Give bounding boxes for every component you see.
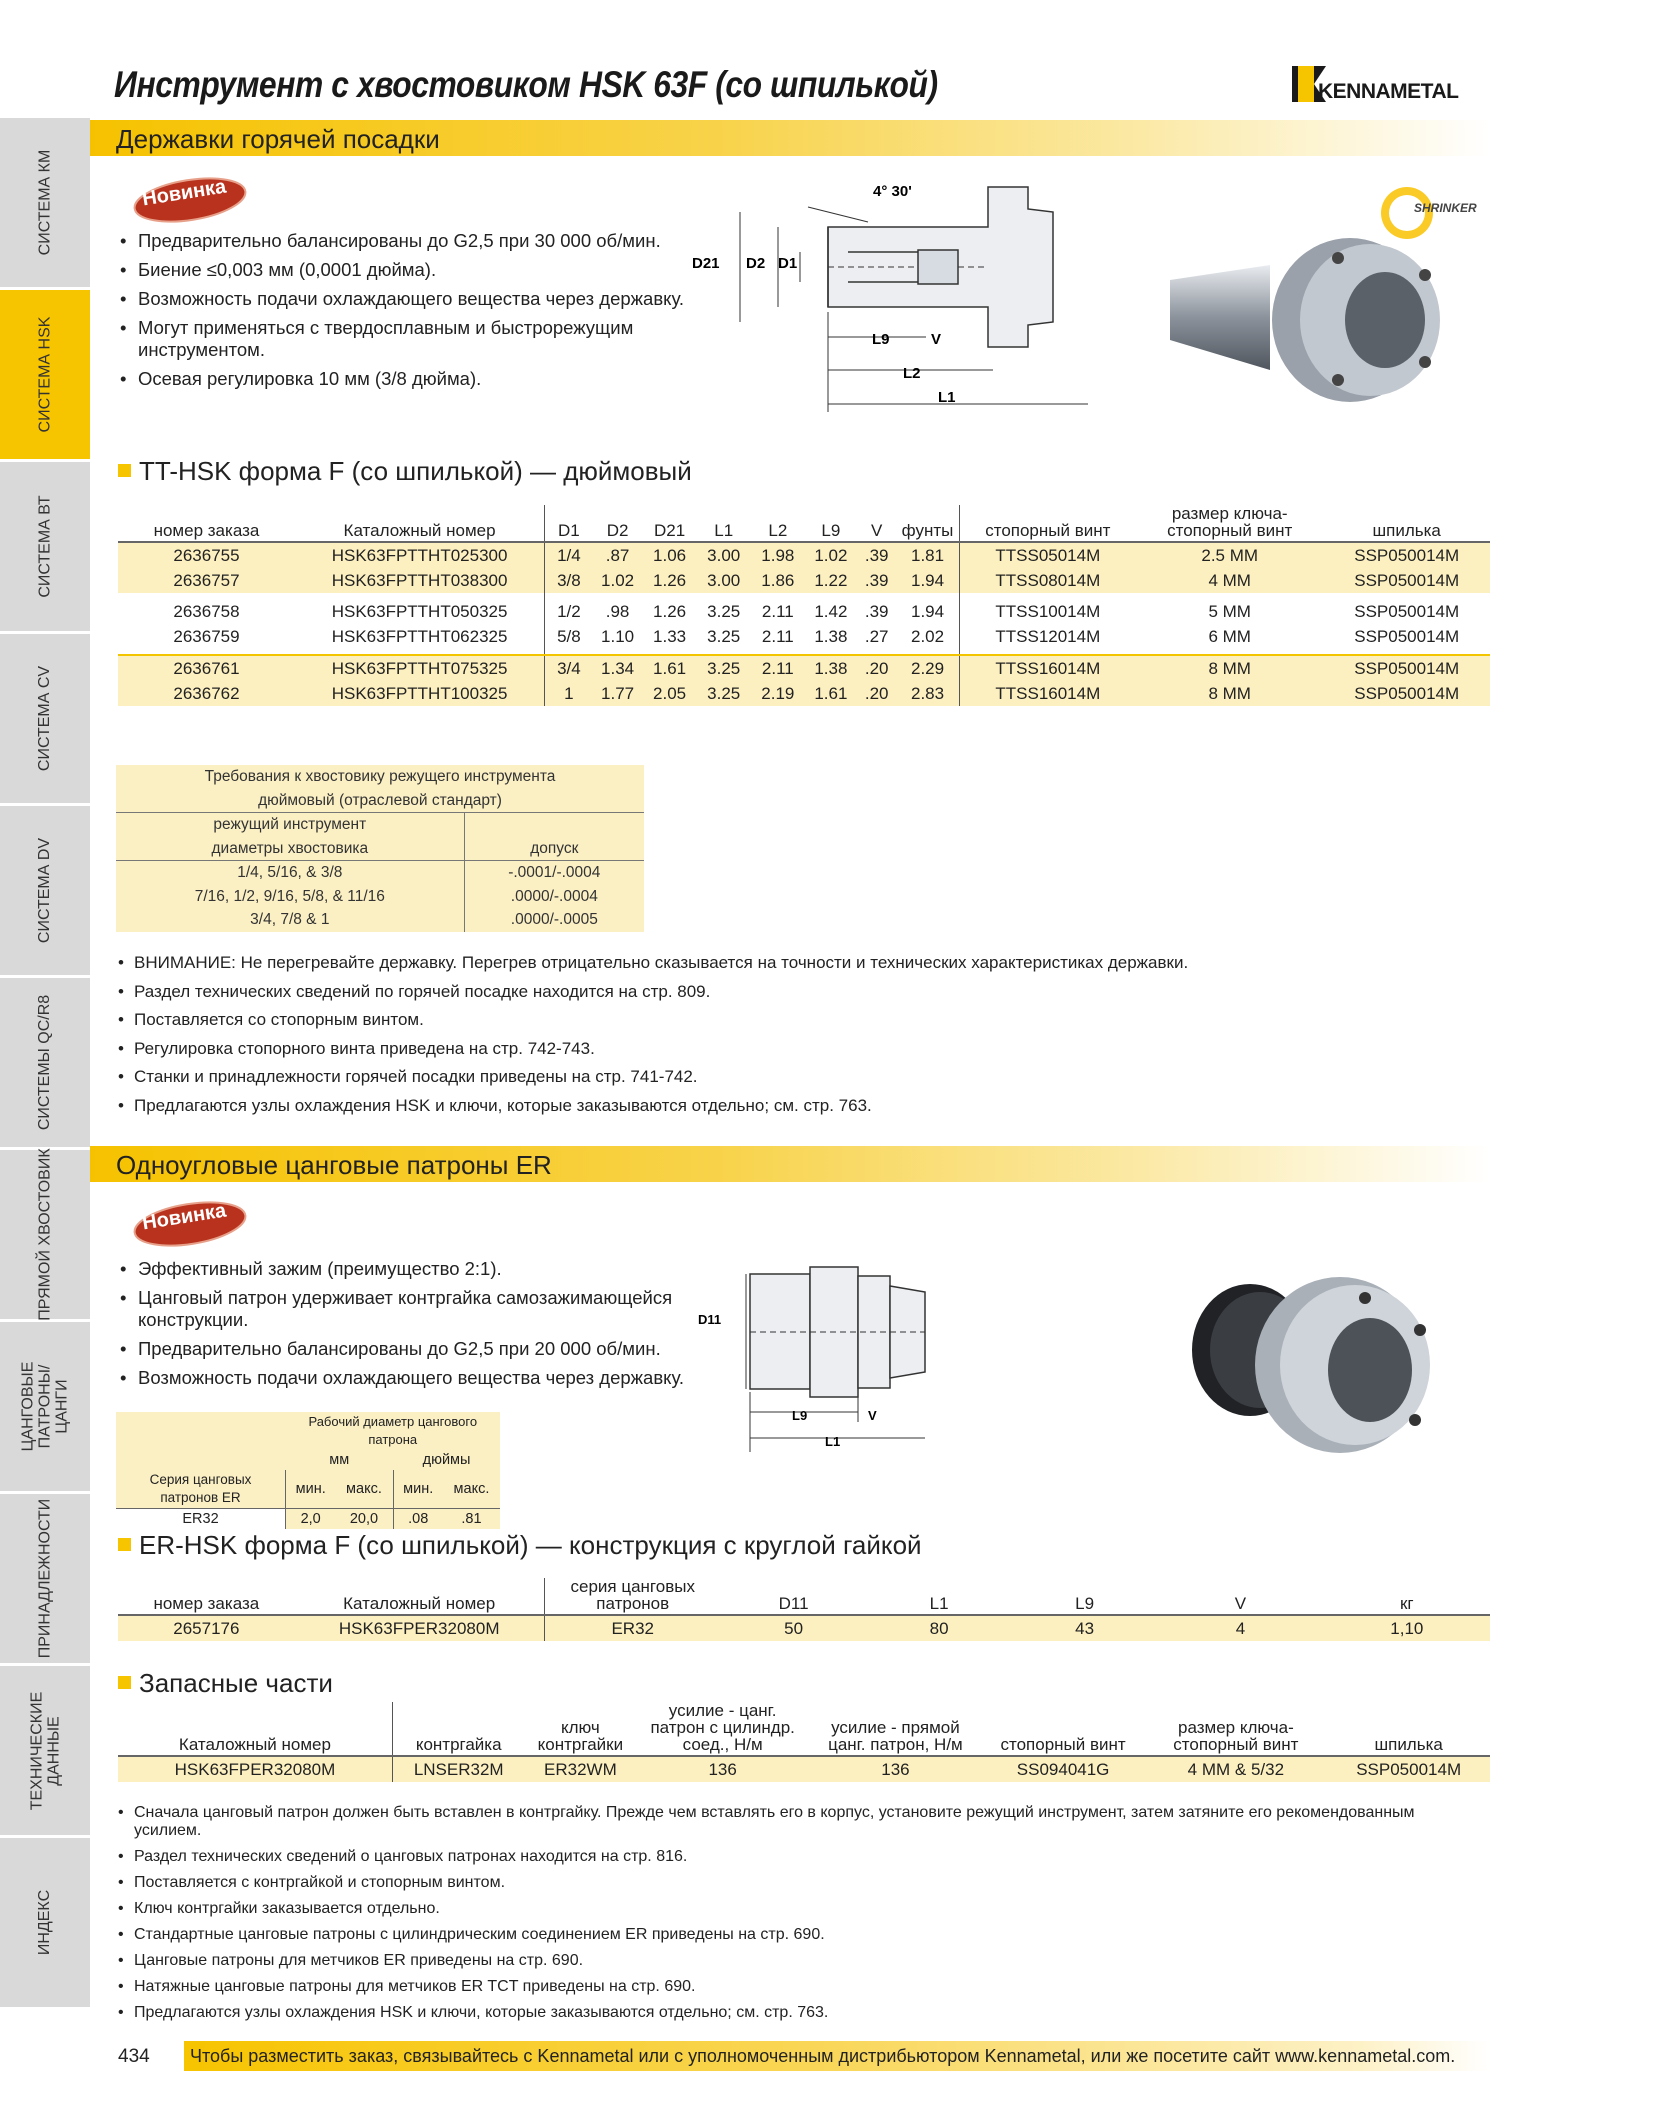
er-table-mm: мм	[286, 1450, 394, 1470]
th-catalog: Каталожный номер	[295, 505, 545, 542]
side-tab-hsk[interactable]: СИСТЕМА HSK	[0, 290, 90, 462]
side-tab-straight[interactable]: ПРЯМОЙ ХВОСТОВИК	[0, 1150, 90, 1322]
th-order: номер заказа	[118, 1578, 295, 1615]
section-bar-shrink	[90, 120, 1490, 156]
side-tab-collets[interactable]: ЦАНГОВЫЕ ПАТРОНЫ/ЦАНГИ	[0, 1322, 90, 1494]
er-notes	[116, 1804, 1446, 2030]
shrinker-logo-text: SHRINKER	[1414, 201, 1477, 215]
note-item: • Поставляется со стопорным винтом.	[116, 1010, 1476, 1030]
req-title-2: дюймовый (отраслевой стандарт)	[116, 789, 644, 813]
table-row: 7/16, 1/2, 9/16, 5/8, & 11/16 .0000/-.0004	[116, 885, 644, 909]
spare-parts-table	[118, 1702, 1490, 1782]
th-torque-straight: усилие - прямой цанг. патрон, Н/м	[809, 1702, 982, 1756]
note-item: • Регулировка стопорного винта приведена на стр. 742-743.	[116, 1039, 1476, 1059]
l9-label: L9	[792, 1408, 808, 1423]
table-row: 2636755 HSK63FPTTHT025300 1/4 .87 1.06 3.00 1.98 1.02 .39 1.81 TTSS05014M 2.5 MM SSP050014M	[118, 542, 1490, 568]
er-table-min: мин.	[286, 1470, 336, 1509]
req-col1b: диаметры хвостовика	[116, 837, 464, 861]
er-hsk-table	[118, 1578, 1490, 1641]
feature-item: • Эффективный зажим (преимущество 2:1).	[118, 1258, 698, 1280]
side-tab-bt[interactable]: СИСТЕМА ВТ	[0, 462, 90, 634]
note-item: • Стандартные цанговые патроны с цилиндрическим соединением ER приведены на стр. 690.	[116, 1926, 1446, 1944]
note-item: • ВНИМАНИЕ: Не перегревайте державку. Перегрев отрицательно сказывается на точности и технических характеристиках державки.	[116, 953, 1476, 973]
side-tab-cv[interactable]: СИСТЕМА CV	[0, 634, 90, 806]
side-tab-accessories[interactable]: ПРИНАДЛЕЖНОСТИ	[0, 1494, 90, 1666]
feature-item: • Возможность подачи охлаждающего вещества через державку.	[118, 1367, 698, 1389]
feature-item: • Осевая регулировка 10 мм (3/8 дюйма).	[118, 368, 698, 390]
footer-text: Чтобы разместить заказ, связывайтесь с Kennametal или с уполномоченным дистрибьютором Kennametal, или же посетите сайт www.kennametal.com.	[190, 2046, 1456, 2066]
page-title: Инструмент с хвостовиком HSK 63F (со шпилькой)	[114, 64, 938, 105]
er-chuck-photo	[1190, 1270, 1460, 1460]
er-chuck-drawing	[690, 1262, 940, 1458]
feature-item: • Цанговый патрон удерживает контргайка самозажимающейся конструкции.	[118, 1287, 698, 1331]
th-order: номер заказа	[118, 505, 295, 542]
er-features	[118, 1258, 698, 1396]
section-title-shrink: Державки горячей посадки	[116, 124, 440, 154]
feature-item: • Предварительно балансированы до G2,5 при 30 000 об/мин.	[118, 230, 698, 252]
th-stud: шпилька	[1327, 1702, 1490, 1756]
th-wrench: размер ключа-стопорный винт	[1144, 1702, 1327, 1756]
note-item: • Предлагаются узлы охлаждения HSK и ключи, которые заказываются отдельно; см. стр. 763.	[116, 1096, 1476, 1116]
side-tab-tech[interactable]: ТЕХНИЧЕСКИЕ ДАННЫЕ	[0, 1666, 90, 1838]
new-badge-label: Новинка	[140, 175, 228, 211]
shank-requirements-table	[116, 765, 644, 932]
side-tab-qc[interactable]: СИСТЕМЫ QC/R8	[0, 978, 90, 1150]
brand-name: KENNAMETAL	[1318, 80, 1459, 103]
th-wrench: размер ключа-стопорный винт	[1136, 505, 1323, 542]
table-row: HSK63FPER32080M LNSER32M ER32WM 136 136 SS094041G 4 MM & 5/32 SSP050014M	[118, 1756, 1490, 1782]
th-stud: шпилька	[1323, 505, 1490, 542]
table-row: 3/4, 7/8 & 1 .0000/-.0005	[116, 908, 644, 932]
th-locknut: контргайка	[392, 1702, 524, 1756]
feature-item: • Предварительно балансированы до G2,5 при 20 000 об/мин.	[118, 1338, 698, 1360]
req-title-1: Требования к хвостовику режущего инструмента	[204, 768, 556, 785]
note-item: • Раздел технических сведений по горячей посадке находится на стр. 809.	[116, 982, 1476, 1002]
th-l9: L9	[1012, 1578, 1158, 1615]
table-row: 2636761 HSK63FPTTHT075325 3/4 1.34 1.61 3.25 2.11 1.38 .20 2.29 TTSS16014M 8 MM SSP050014M	[118, 655, 1490, 681]
note-item: • Ключ контргайки заказывается отдельно.	[116, 1900, 1446, 1918]
bullet-square	[118, 464, 131, 477]
feature-item: • Биение ≤0,003 мм (0,0001 дюйма).	[118, 259, 698, 281]
th-kg: кг	[1324, 1578, 1490, 1615]
req-col2: допуск	[464, 837, 644, 861]
section-bar-er	[90, 1146, 1490, 1182]
th-v: V	[857, 505, 897, 542]
er-table-min: мин.	[393, 1470, 443, 1509]
er-table-max: макс.	[335, 1470, 393, 1509]
side-tab-dv[interactable]: СИСТЕМА DV	[0, 806, 90, 978]
l1-label: L1	[825, 1434, 841, 1449]
feature-item: • Возможность подачи охлаждающего вещества через державку.	[118, 288, 698, 310]
shrink-features	[118, 230, 698, 397]
spares-heading: Запасные части	[118, 1668, 333, 1699]
th-l9: L9	[805, 505, 857, 542]
v-label: V	[868, 1408, 877, 1423]
th-d1: D1	[545, 505, 593, 542]
feature-item: • Могут применяться с твердосплавным и быстрорежущим инструментом.	[118, 317, 698, 361]
er-diameter-table	[116, 1412, 500, 1529]
side-tab-km[interactable]: СИСТЕМА КМ	[0, 118, 90, 290]
d21-label: D21	[692, 255, 720, 272]
th-d21: D21	[643, 505, 697, 542]
bullet-square	[118, 1676, 131, 1689]
table-row: 2636757 HSK63FPTTHT038300 3/8 1.02 1.26 3.00 1.86 1.22 .39 1.94 TTSS08014M 4 MM SSP050014M	[118, 568, 1490, 593]
th-torque-cyl: усилие - цанг. патрон с цилиндр. соед., Н/м	[636, 1702, 809, 1756]
d11-label: D11	[698, 1312, 722, 1327]
table-row: 2636758 HSK63FPTTHT050325 1/2 .98 1.26 3.25 2.11 1.42 .39 1.94 TTSS10014M 5 MM SSP050014M	[118, 599, 1490, 624]
req-col1a: режущий инструмент	[116, 813, 464, 837]
shrink-holder-drawing	[688, 172, 1158, 422]
th-screw: стопорный винт	[959, 505, 1136, 542]
th-d11: D11	[721, 1578, 867, 1615]
section-title-er: Одноугловые цанговые патроны ER	[116, 1150, 552, 1180]
tt-table-title: TT-HSK форма F (со шпилькой) — дюймовый	[118, 456, 692, 487]
page-number: 434	[118, 2046, 150, 2067]
shrink-holder-photo	[1160, 230, 1450, 410]
er-table-title: Рабочий диаметр цангового патрона	[286, 1412, 501, 1450]
d2-label: D2	[746, 255, 766, 272]
tt-hsk-table	[118, 505, 1490, 706]
th-series: серия цанговых патронов	[544, 1578, 721, 1615]
er-table-series: Серия цанговых патронов ER	[116, 1470, 286, 1509]
table-row: 1/4, 5/16, & 3/8 -.0001/-.0004	[116, 861, 644, 885]
th-l1: L1	[697, 505, 751, 542]
table-row: 2636762 HSK63FPTTHT100325 1 1.77 2.05 3.25 2.19 1.61 .20 2.83 TTSS16014M 8 MM SSP050014M	[118, 681, 1490, 706]
d1-label: D1	[778, 255, 798, 272]
th-catalog: Каталожный номер	[118, 1702, 392, 1756]
th-v: V	[1157, 1578, 1323, 1615]
side-tab-index[interactable]: ИНДЕКС	[0, 1838, 90, 2010]
th-catalog: Каталожный номер	[295, 1578, 544, 1615]
angle-label: 4° 30'	[873, 183, 912, 200]
th-l1: L1	[866, 1578, 1012, 1615]
note-item: • Цанговые патроны для метчиков ER приведены на стр. 690.	[116, 1952, 1446, 1970]
th-l2: L2	[751, 505, 805, 542]
er-table-inch: дюймы	[393, 1450, 500, 1470]
table-row: 2636759 HSK63FPTTHT062325 5/8 1.10 1.33 3.25 2.11 1.38 .27 2.02 TTSS12014M 6 MM SSP050014M	[118, 624, 1490, 649]
l9-label: L9	[872, 331, 890, 348]
th-weight: фунты	[896, 505, 959, 542]
v-label: V	[931, 331, 942, 348]
th-locknut-wrench: ключ контргайки	[525, 1702, 637, 1756]
table-row: 2657176 HSK63FPER32080M ER32 50 80 43 4 1,10	[118, 1615, 1490, 1641]
l1-label: L1	[938, 389, 956, 406]
note-item: • Натяжные цанговые патроны для метчиков ER TCT приведены на стр. 690.	[116, 1978, 1446, 1996]
th-screw: стопорный винт	[982, 1702, 1145, 1756]
note-item: • Предлагаются узлы охлаждения HSK и ключи, которые заказываются отдельно; см. стр. 763.	[116, 2004, 1446, 2022]
note-item: • Поставляется с контргайкой и стопорным винтом.	[116, 1874, 1446, 1892]
bullet-square	[118, 1538, 131, 1551]
note-item: • Раздел технических сведений о цанговых патронах находится на стр. 816.	[116, 1848, 1446, 1866]
er-table-heading: ER-HSK форма F (со шпилькой) — конструкция с круглой гайкой	[118, 1530, 922, 1561]
table-row: ER32 2,0 20,0 .08 .81	[116, 1509, 500, 1530]
new-badge-label: Новинка	[140, 1199, 228, 1235]
note-item: • Станки и принадлежности горячей посадки приведены на стр. 741-742.	[116, 1067, 1476, 1087]
note-item: • Сначала цанговый патрон должен быть вставлен в контргайку. Прежде чем вставлять его в корпус, установите режущий инструмент, затем затяните его рекомендованным усилием.	[116, 1804, 1446, 1840]
th-d2: D2	[593, 505, 643, 542]
side-tabs	[0, 118, 90, 2018]
er-table-max: макс.	[443, 1470, 500, 1509]
shrink-notes	[116, 953, 1476, 1124]
l2-label: L2	[903, 365, 921, 382]
